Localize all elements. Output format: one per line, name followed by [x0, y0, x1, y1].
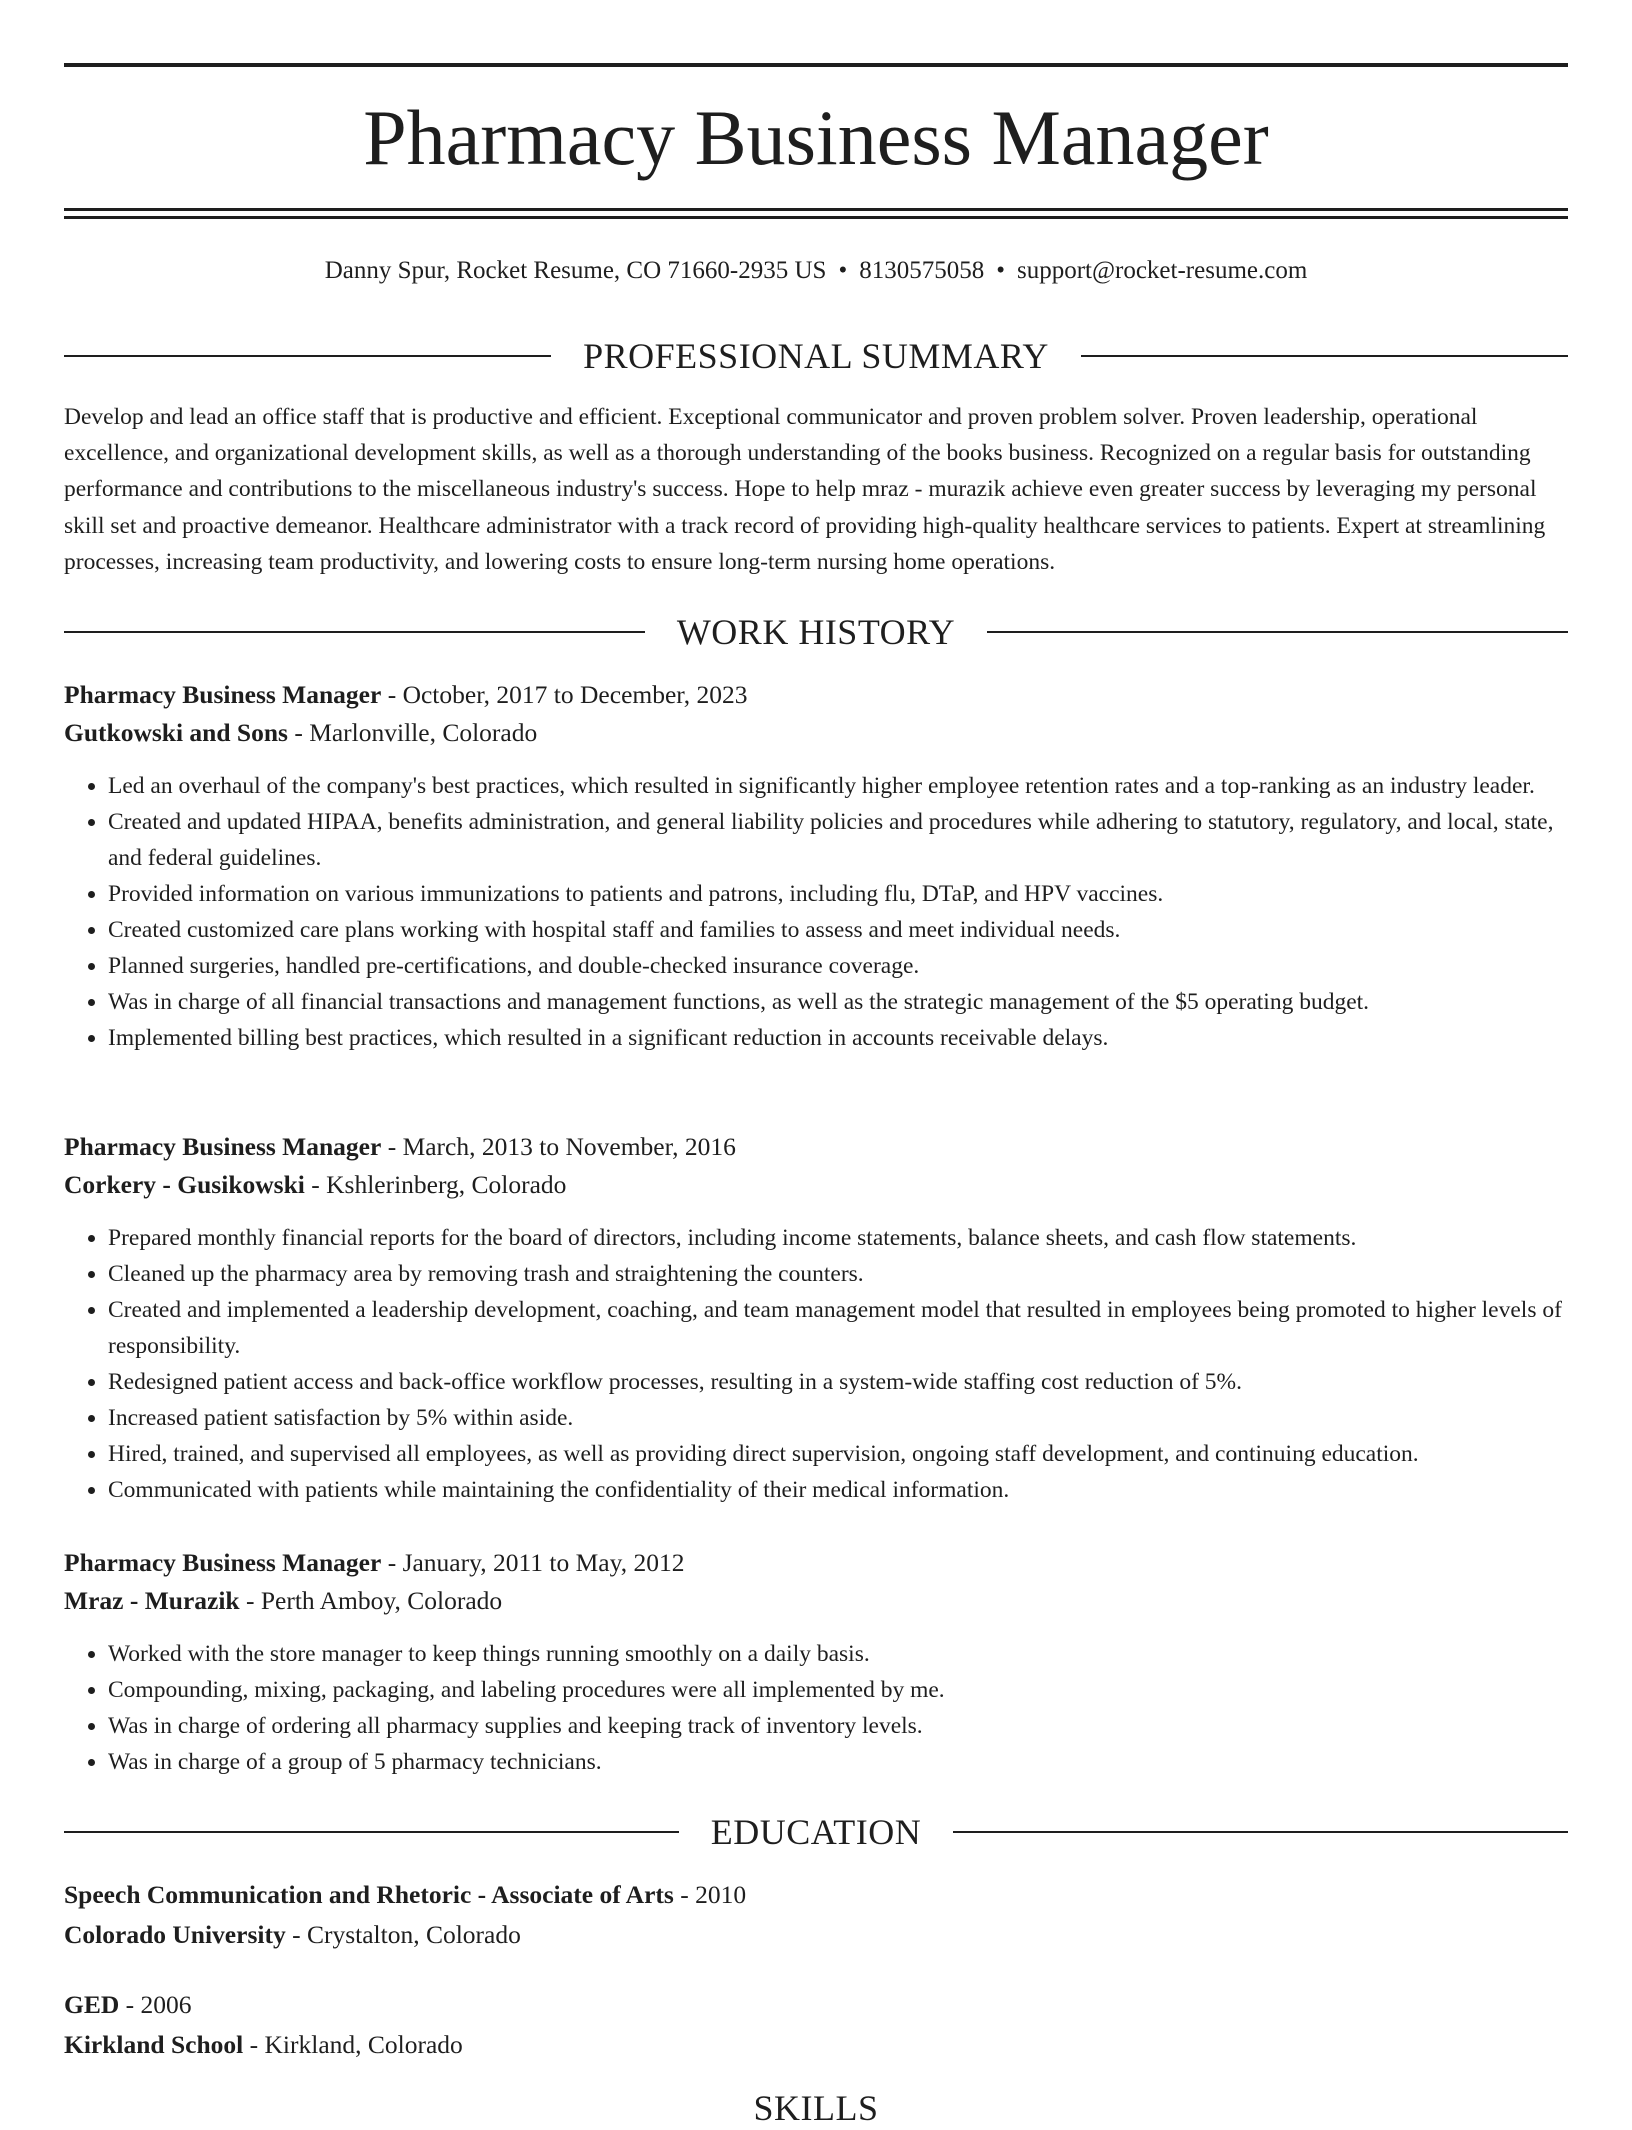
education-degree: Speech Communication and Rhetoric - Associate of Arts	[64, 1880, 674, 1909]
summary-heading-title: PROFESSIONAL SUMMARY	[583, 336, 1049, 376]
education-school: Kirkland School	[64, 2030, 244, 2059]
work-history-heading-title: WORK HISTORY	[676, 612, 956, 652]
skills-heading	[64, 2086, 1568, 2130]
job-location: - Kshlerinberg, Colorado	[304, 1170, 567, 1199]
job-bullet: • Led an overhaul of the company's best practices, which resulted in significantly higher employee retention rates and a top-ranking as an industry leader.	[108, 768, 1568, 804]
job-company-line	[64, 714, 1568, 752]
heading-rule-right	[1081, 355, 1568, 357]
education-school: Colorado University	[64, 1920, 286, 1949]
job-bullet: • Created and implemented a leadership development, coaching, and team management model that resulted in employees being promoted to higher levels of responsibility.	[108, 1292, 1568, 1364]
education-degree: GED	[64, 1990, 120, 2019]
job-bullet: • Created and updated HIPAA, benefits administration, and general liability policies and procedures while adhering to statutory, regulatory, and local, state, and federal guidelines.	[108, 804, 1568, 876]
job-bullets	[64, 1636, 1568, 1780]
education-school-line	[64, 1915, 1568, 1955]
job-dates: - January, 2011 to May, 2012	[381, 1548, 685, 1577]
job-bullet: • Created customized care plans working with hospital staff and families to assess and meet individual needs.	[108, 912, 1568, 948]
job-bullet: • Was in charge of all financial transactions and management functions, as well as the strategic management of the $5 operating budget.	[108, 984, 1568, 1020]
heading-rule-right	[987, 631, 1568, 633]
job-bullet: • Implemented billing best practices, which resulted in a significant reduction in accounts receivable delays.	[108, 1020, 1568, 1056]
contact-address: Danny Spur, Rocket Resume, CO 71660-2935 US	[324, 257, 827, 284]
heading-rule-left	[64, 631, 645, 633]
contact-separator: •	[996, 257, 1005, 284]
header-bottom-rule	[64, 208, 1568, 211]
job-location: - Perth Amboy, Colorado	[239, 1586, 503, 1615]
education-heading-title: EDUCATION	[710, 1812, 922, 1852]
job-entry-2	[64, 1128, 1568, 1508]
header-bottom-rule-second	[64, 216, 1568, 219]
job-title: Pharmacy Business Manager	[64, 1548, 382, 1577]
job-title: Pharmacy Business Manager	[64, 680, 382, 709]
job-dates: - October, 2017 to December, 2023	[381, 680, 748, 709]
job-location: - Marlonville, Colorado	[287, 718, 538, 747]
resume-name: Pharmacy Business Manager	[363, 94, 1269, 181]
job-company-line	[64, 1166, 1568, 1204]
job-bullet: • Hired, trained, and supervised all employees, as well as providing direct supervision, ongoing staff development, and continuing education.	[108, 1436, 1568, 1472]
heading-rule-left	[64, 355, 551, 357]
job-title: Pharmacy Business Manager	[64, 1132, 382, 1161]
job-bullet: • Worked with the store manager to keep things running smoothly on a daily basis.	[108, 1636, 1568, 1672]
education-location: - Crystalton, Colorado	[285, 1920, 521, 1949]
job-bullet: • Provided information on various immunizations to patients and patrons, including flu, DTaP, and HPV vaccines.	[108, 876, 1568, 912]
contact-email: support@rocket-resume.com	[1016, 257, 1308, 284]
job-entry-1	[64, 676, 1568, 1056]
job-bullet: • Cleaned up the pharmacy area by removing trash and straightening the counters.	[108, 1256, 1568, 1292]
job-company: Mraz - Murazik	[64, 1586, 240, 1615]
job-bullet: • Planned surgeries, handled pre-certifications, and double-checked insurance coverage.	[108, 948, 1568, 984]
job-dates: - March, 2013 to November, 2016	[381, 1132, 736, 1161]
job-bullet: • Compounding, mixing, packaging, and labeling procedures were all implemented by me.	[108, 1672, 1568, 1708]
work-history-heading	[64, 610, 1568, 654]
skills-heading-title: SKILLS	[753, 2088, 879, 2128]
job-title-line	[64, 1128, 1568, 1166]
job-bullet: • Prepared monthly financial reports for the board of directors, including income statements, balance sheets, and cash flow statements.	[108, 1220, 1568, 1256]
summary-text: Develop and lead an office staff that is productive and efficient. Exceptional communicator and proven problem solver. Proven leadership, operational excellence, and organizational development skills, as well as a thorough understanding of the books business. Recognized on a regular basis for outstanding performance and contributions to the miscellaneous industry's success. Hope to help mraz - murazik achieve even greater success by leveraging my personal skill set and proactive demeanor. Healthcare administrator with a track record of providing high-quality healthcare services to patients. Expert at streamlining processes, increasing team productivity, and lowering costs to ensure long-term nursing home operations.	[64, 404, 1546, 575]
job-company: Gutkowski and Sons	[64, 718, 288, 747]
heading-rule-left	[64, 1831, 679, 1833]
education-school-line	[64, 2025, 1568, 2065]
education-entry-2	[64, 1985, 1568, 2065]
job-bullet: • Redesigned patient access and back-office workflow processes, resulting in a system-wide staffing cost reduction of 5%.	[108, 1364, 1568, 1400]
job-bullets	[64, 1220, 1568, 1508]
education-degree-line	[64, 1875, 1568, 1915]
contact-line	[64, 254, 1568, 288]
contact-phone: 8130575058	[859, 257, 985, 284]
job-title-line	[64, 676, 1568, 714]
job-bullet: • Was in charge of ordering all pharmacy supplies and keeping track of inventory levels.	[108, 1708, 1568, 1744]
education-location: - Kirkland, Colorado	[243, 2030, 463, 2059]
education-entry-1	[64, 1875, 1568, 1955]
job-bullets	[64, 768, 1568, 1056]
job-company-line	[64, 1582, 1568, 1620]
education-heading	[64, 1810, 1568, 1854]
job-bullet: • Communicated with patients while maintaining the confidentiality of their medical information.	[108, 1472, 1568, 1508]
education-degree-line	[64, 1985, 1568, 2025]
education-year: - 2010	[673, 1880, 747, 1909]
summary-heading	[64, 334, 1568, 378]
header-top-rule	[64, 63, 1568, 67]
job-bullet: • Was in charge of a group of 5 pharmacy technicians.	[108, 1744, 1568, 1780]
job-company: Corkery - Gusikowski	[64, 1170, 305, 1199]
job-entry-3	[64, 1544, 1568, 1780]
job-bullet: • Increased patient satisfaction by 5% within aside.	[108, 1400, 1568, 1436]
education-year: - 2006	[119, 1990, 192, 2019]
job-title-line	[64, 1544, 1568, 1582]
contact-separator: •	[838, 257, 848, 284]
heading-rule-right	[953, 1831, 1568, 1833]
